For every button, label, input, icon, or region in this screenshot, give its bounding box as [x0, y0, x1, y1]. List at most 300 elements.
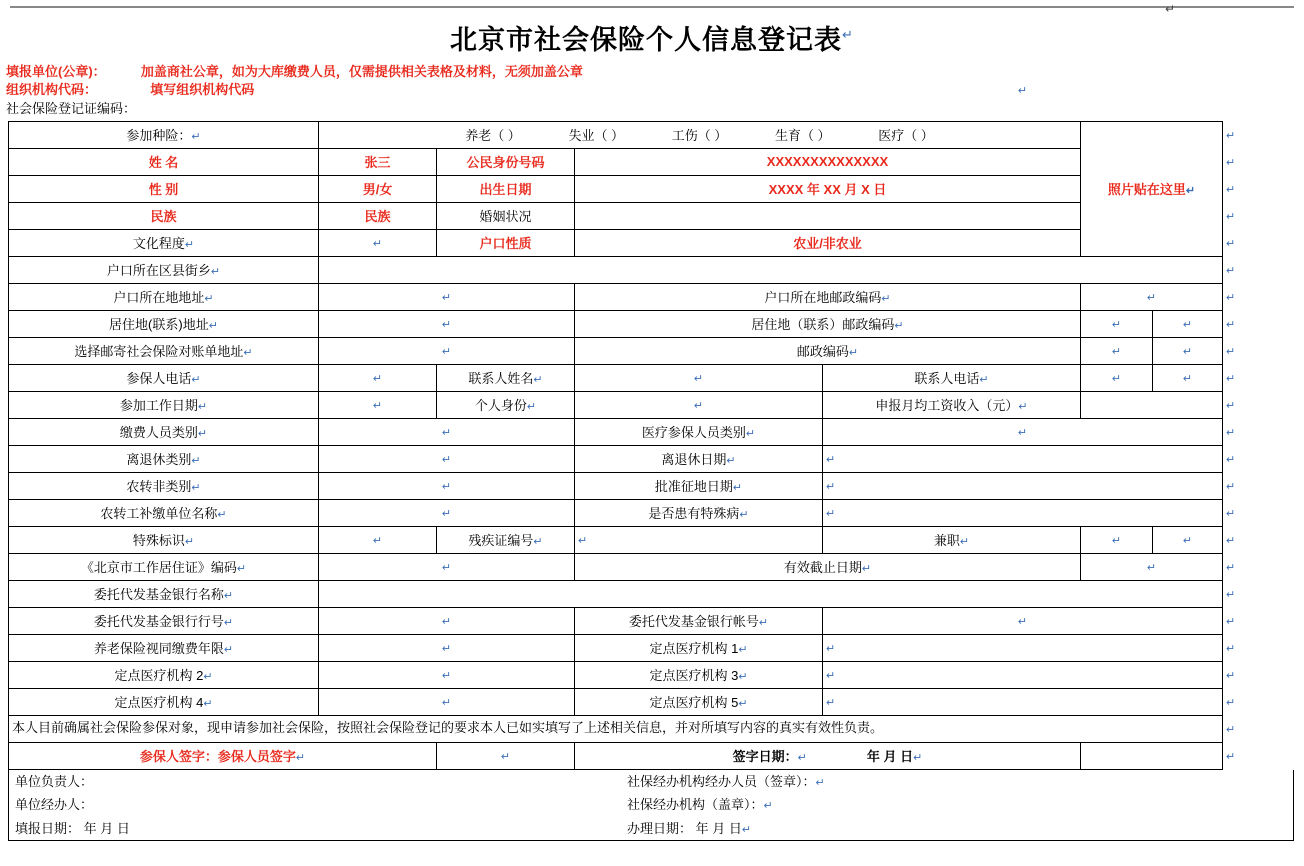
- paragraph-mark: ↵: [1226, 562, 1236, 575]
- table-row-insurance-type: [9, 121, 1293, 148]
- option-medical[interactable]: 医疗（ ）: [878, 128, 934, 144]
- label-insurance-type-text: 参加种险：: [126, 128, 192, 144]
- paragraph-mark: ↵: [1226, 292, 1236, 305]
- value-permit-expiry[interactable]: [1081, 553, 1223, 580]
- footer-process-date-text: 办理日期： 年 月 日: [627, 820, 742, 836]
- paragraph-mark: ↵: [815, 776, 825, 789]
- value-medical-category[interactable]: [823, 418, 1223, 445]
- paragraph-mark: ↵: [197, 401, 208, 414]
- table-row-bank-code: [9, 607, 1293, 634]
- paragraph-mark: ↵: [1182, 346, 1193, 359]
- table-row-hospital-45: [9, 688, 1293, 715]
- footer-process-date: [621, 817, 1293, 841]
- footer-agency-seal: [621, 793, 1293, 817]
- label-marital-status: 婚姻状况: [437, 202, 575, 229]
- signature-date-blank[interactable]: [1081, 742, 1223, 769]
- paragraph-mark: ↵: [732, 482, 743, 495]
- label-hukou-address-text: 户口所在地地址: [113, 290, 205, 306]
- margin-mark-cell-11: [1223, 391, 1293, 418]
- paragraph-mark: ↵: [1226, 184, 1236, 197]
- paragraph-mark: ↵: [1182, 319, 1193, 332]
- label-hukou-postcode-text: 户口所在地邮政编码: [764, 290, 882, 306]
- paragraph-mark: ↵: [1226, 616, 1236, 629]
- paragraph-mark-orgcode: ↵: [1017, 85, 1028, 98]
- table-row-retirement-category: [9, 445, 1293, 472]
- label-gender: 性 别: [9, 175, 319, 202]
- label-retirement-date: [575, 445, 823, 472]
- label-contact-phone-text: 联系人电话: [914, 371, 980, 387]
- label-nation: 民族: [9, 202, 319, 229]
- label-contact-name-text: 联系人姓名: [468, 371, 534, 387]
- value-work-permit-code[interactable]: [319, 553, 575, 580]
- paragraph-mark: ↵: [741, 823, 752, 836]
- value-id-number[interactable]: XXXXXXXXXXXXXX: [575, 148, 1081, 175]
- paragraph-mark: ↵: [1226, 400, 1236, 413]
- paragraph-mark: ↵: [372, 238, 383, 251]
- value-residence-postcode[interactable]: [1081, 310, 1153, 337]
- label-payment-category-text: 缴费人员类别: [119, 425, 198, 441]
- paragraph-mark: ↵: [441, 346, 452, 359]
- option-injury[interactable]: 工伤（ ）: [671, 128, 728, 144]
- paragraph-mark: ↵: [1146, 292, 1157, 305]
- header-line-regcode: [6, 100, 1304, 118]
- margin-mark-cell-7: [1223, 283, 1293, 310]
- label-education-text: 文化程度: [132, 236, 185, 252]
- label-bank-name-text: 委托代发基金银行名称: [93, 587, 224, 603]
- header-value-unit: 加盖商社公章，如为大库缴费人员，仅需提供相关表格及材料，无须加盖公章: [140, 64, 583, 79]
- value-special-mark[interactable]: [319, 526, 437, 553]
- paragraph-mark: ↵: [1226, 454, 1236, 467]
- label-hospital-5-text: 定点医疗机构 5: [649, 695, 739, 711]
- value-residence-address[interactable]: [319, 310, 575, 337]
- label-permit-expiry-text: 有效截止日期: [783, 560, 862, 576]
- paragraph-mark: ↵: [1226, 211, 1236, 224]
- paragraph-mark: ↵: [1226, 751, 1236, 764]
- footer-row-3: [9, 817, 1293, 841]
- paragraph-mark: ↵: [1185, 185, 1196, 198]
- label-insured-phone-text: 参保人电话: [126, 371, 192, 387]
- value-marital-status[interactable]: [575, 202, 1081, 229]
- value-work-start-date[interactable]: [319, 391, 437, 418]
- margin-mark-cell-17: [1223, 553, 1293, 580]
- label-retirement-category: [9, 445, 319, 472]
- paragraph-mark: ↵: [372, 400, 383, 413]
- label-medical-category: [575, 418, 823, 445]
- option-unemployment[interactable]: 失业（ ）: [568, 128, 625, 144]
- value-mail-address[interactable]: [319, 337, 575, 364]
- label-monthly-salary-text: 申报月均工资收入（元）: [875, 398, 1019, 414]
- label-hukou-area: [9, 256, 319, 283]
- signature-value[interactable]: 参保人员签字: [217, 749, 296, 765]
- paragraph-mark-title: ↵: [842, 27, 854, 42]
- paragraph-mark: ↵: [763, 800, 773, 813]
- label-mail-postcode-text: 邮政编码: [796, 344, 849, 360]
- paragraph-mark: ↵: [1226, 508, 1236, 521]
- paragraph-mark: ↵: [726, 455, 736, 468]
- table-row-pension-years: [9, 634, 1293, 661]
- paragraph-mark: ↵: [203, 671, 213, 684]
- label-disability-cert-text: 残疾证编号: [468, 533, 534, 549]
- page-top-rule: [10, 6, 1294, 11]
- label-retirement-date-text: 离退休日期: [661, 452, 727, 468]
- table-row-rural-unit: [9, 499, 1293, 526]
- margin-mark-cell-20: [1223, 634, 1293, 661]
- value-hukou-type[interactable]: 农业/非农业: [575, 229, 1081, 256]
- margin-mark-cell-22: [1223, 688, 1293, 715]
- table-row-bank-name: [9, 580, 1293, 607]
- margin-mark-cell-4: [1223, 202, 1293, 229]
- paragraph-mark: ↵: [693, 373, 704, 386]
- footer-fill-date: 填报日期： 年 月 日: [15, 820, 130, 836]
- label-special-mark: [9, 526, 319, 553]
- paragraph-mark: ↵: [441, 319, 452, 332]
- label-disability-cert: [437, 526, 575, 553]
- label-monthly-salary: [823, 391, 1081, 418]
- paragraph-mark: ↵: [184, 536, 195, 549]
- margin-mark-cell-12: [1223, 418, 1293, 445]
- label-hospital-3: [575, 661, 823, 688]
- label-residence-postcode-text: 居住地（联系）邮政编码: [751, 317, 895, 333]
- label-hospital-2: [9, 661, 319, 688]
- label-insurance-type: [9, 121, 319, 148]
- value-contact-phone[interactable]: [1081, 364, 1153, 391]
- label-hukou-postcode: [575, 283, 1081, 310]
- label-hospital-4-text: 定点医疗机构 4: [114, 695, 204, 711]
- label-pension-years-text: 养老保险视同缴费年限: [93, 641, 224, 657]
- label-permit-expiry: [575, 553, 1081, 580]
- paragraph-mark: ↵: [191, 131, 201, 144]
- paragraph-mark: ↵: [1226, 643, 1236, 656]
- header-label-regcode: 社会保险登记证编码：: [6, 101, 137, 117]
- paragraph-mark: ↵: [295, 752, 306, 765]
- paragraph-mark: ↵: [797, 752, 807, 765]
- paragraph-mark: ↵: [1111, 373, 1122, 386]
- value-contact-phone-extra[interactable]: [1153, 364, 1223, 391]
- value-bank-account[interactable]: [823, 607, 1223, 634]
- footer-agency-seal-text: 社保经办机构（盖章）：: [627, 797, 764, 813]
- paragraph-mark: ↵: [208, 320, 218, 333]
- label-hospital-2-text: 定点医疗机构 2: [114, 668, 204, 684]
- label-rural-category: [9, 472, 319, 499]
- value-residence-postcode-extra[interactable]: [1153, 310, 1223, 337]
- insurance-type-options[interactable]: [319, 121, 1081, 148]
- label-education: [9, 229, 319, 256]
- table-row-hukou-area: [9, 256, 1293, 283]
- label-mail-address-text: 选择邮寄社会保险对账单地址: [74, 344, 244, 360]
- paragraph-mark: ↵: [210, 266, 221, 279]
- paragraph-mark: ↵: [745, 428, 756, 441]
- value-disability-cert[interactable]: [575, 526, 823, 553]
- label-hospital-1-text: 定点医疗机构 1: [649, 641, 739, 657]
- label-work-start-date-text: 参加工作日期: [119, 398, 198, 414]
- value-mail-postcode[interactable]: [1081, 337, 1153, 364]
- value-payment-category[interactable]: [319, 418, 575, 445]
- paragraph-mark: ↵: [1226, 427, 1236, 440]
- label-bank-account: [575, 607, 823, 634]
- paragraph-mark: ↵: [1226, 265, 1236, 278]
- paragraph-mark: ↵: [372, 373, 383, 386]
- value-personal-identity[interactable]: [575, 391, 823, 418]
- paragraph-mark: ↵: [526, 401, 537, 414]
- paragraph-mark: ↵: [959, 536, 970, 549]
- margin-mark-cell-2: [1223, 148, 1293, 175]
- value-retirement-category[interactable]: [319, 445, 575, 472]
- paragraph-mark: ↵: [1182, 373, 1193, 386]
- signature-blank[interactable]: [437, 742, 575, 769]
- header-note-block: [0, 61, 1304, 119]
- paragraph-mark: ↵: [1226, 373, 1236, 386]
- table-row-rural-category: [9, 472, 1293, 499]
- label-hospital-5: [575, 688, 823, 715]
- table-row-hukou-address: [9, 283, 1293, 310]
- paragraph-mark: ↵: [1111, 319, 1122, 332]
- value-bank-name[interactable]: [319, 580, 1223, 607]
- label-rural-unit-name: [9, 499, 319, 526]
- value-retirement-date[interactable]: [823, 445, 1223, 472]
- table-row-special-mark: [9, 526, 1293, 553]
- paragraph-mark: ↵: [826, 508, 836, 521]
- table-row-phone: [9, 364, 1293, 391]
- margin-mark-cell-8: [1223, 310, 1293, 337]
- form-footer: [8, 770, 1294, 842]
- label-residence-postcode: [575, 310, 1081, 337]
- paragraph-mark: ↵: [441, 292, 452, 305]
- label-contact-name: [437, 364, 575, 391]
- label-hospital-4: [9, 688, 319, 715]
- signature-label: 参保人签字：: [139, 749, 218, 765]
- label-hospital-3-text: 定点医疗机构 3: [649, 668, 739, 684]
- label-insured-phone: [9, 364, 319, 391]
- margin-mark-cell-1: [1223, 121, 1293, 148]
- label-special-mark-text: 特殊标识: [132, 533, 185, 549]
- value-education[interactable]: [319, 229, 437, 256]
- photo-placeholder: [1081, 121, 1223, 256]
- table-row-statement: [9, 715, 1293, 742]
- header-line-orgcode: [6, 81, 1304, 100]
- margin-mark-cell-5: [1223, 229, 1293, 256]
- paragraph-mark: ↵: [441, 616, 452, 629]
- value-hukou-area[interactable]: [319, 256, 1223, 283]
- table-row-residence-address: [9, 310, 1293, 337]
- paragraph-mark: ↵: [1018, 401, 1028, 414]
- paragraph-mark-top: ↵: [1165, 2, 1176, 16]
- table-row-payment-category: [9, 418, 1293, 445]
- paragraph-mark: ↵: [1226, 346, 1236, 359]
- paragraph-mark: ↵: [738, 644, 748, 657]
- signature-date-label-cell: [575, 742, 1081, 769]
- paragraph-mark: ↵: [500, 751, 511, 764]
- paragraph-mark: ↵: [758, 617, 769, 630]
- paragraph-mark: ↵: [204, 293, 214, 306]
- paragraph-mark: ↵: [1182, 535, 1193, 548]
- label-hukou-area-text: 户口所在区县街乡: [106, 263, 211, 279]
- margin-mark-cell-15: [1223, 499, 1293, 526]
- paragraph-mark: ↵: [1146, 562, 1157, 575]
- label-personal-identity-text: 个人身份: [474, 398, 527, 414]
- value-nation[interactable]: 民族: [319, 202, 437, 229]
- label-contact-phone: [823, 364, 1081, 391]
- value-pension-years[interactable]: [319, 634, 575, 661]
- paragraph-mark: ↵: [826, 454, 836, 467]
- paragraph-mark: ↵: [1226, 589, 1236, 602]
- margin-mark-cell-9: [1223, 337, 1293, 364]
- label-residence-address: [9, 310, 319, 337]
- label-name: 姓 名: [9, 148, 319, 175]
- value-name[interactable]: 张三: [319, 148, 437, 175]
- label-special-disease: [575, 499, 823, 526]
- paragraph-mark: ↵: [441, 562, 452, 575]
- paragraph-mark: ↵: [236, 563, 247, 576]
- paragraph-mark: ↵: [894, 320, 904, 333]
- label-parttime-text: 兼职: [933, 533, 960, 549]
- label-parttime: [823, 526, 1081, 553]
- paragraph-mark: ↵: [441, 643, 452, 656]
- value-hospital-4[interactable]: [319, 688, 575, 715]
- label-payment-category: [9, 418, 319, 445]
- value-gender[interactable]: 男/女: [319, 175, 437, 202]
- paragraph-mark: ↵: [739, 509, 749, 522]
- registration-form-table: [8, 121, 1293, 770]
- value-monthly-salary[interactable]: [1081, 391, 1223, 418]
- label-bank-code: [9, 607, 319, 634]
- header-value-orgcode: 填写组织机构代码: [150, 82, 255, 98]
- value-contact-name[interactable]: [575, 364, 823, 391]
- label-work-permit-code: [9, 553, 319, 580]
- margin-mark-cell-19: [1223, 607, 1293, 634]
- paragraph-mark: ↵: [223, 590, 234, 603]
- paragraph-mark: ↵: [1226, 238, 1236, 251]
- paragraph-mark: ↵: [203, 698, 213, 711]
- margin-mark-cell-24: [1223, 742, 1293, 769]
- margin-mark-cell-21: [1223, 661, 1293, 688]
- margin-mark-cell-10: [1223, 364, 1293, 391]
- label-id-number: 公民身份号码: [437, 148, 575, 175]
- value-hospital-3[interactable]: [823, 661, 1223, 688]
- paragraph-mark: ↵: [243, 347, 253, 360]
- table-row-work-permit: [9, 553, 1293, 580]
- value-hukou-postcode[interactable]: [1081, 283, 1223, 310]
- paragraph-mark: ↵: [217, 509, 227, 522]
- margin-mark-cell-6: [1223, 256, 1293, 283]
- label-hospital-1: [575, 634, 823, 661]
- paragraph-mark: ↵: [1017, 427, 1028, 440]
- margin-mark-cell-18: [1223, 580, 1293, 607]
- paragraph-mark: ↵: [223, 644, 234, 657]
- label-land-approval-date-text: 批准征地日期: [654, 479, 733, 495]
- value-special-disease[interactable]: [823, 499, 1223, 526]
- page-title-text: 北京市社会保险个人信息登记表: [450, 25, 843, 55]
- value-insured-phone[interactable]: [319, 364, 437, 391]
- footer-agency-handler-text: 社保经办机构经办人员（签章）：: [627, 773, 816, 789]
- paragraph-mark: ↵: [693, 400, 704, 413]
- paragraph-mark: ↵: [1111, 535, 1122, 548]
- footer-unit-operator: 单位经办人：: [15, 797, 94, 813]
- photo-placeholder-text: 照片贴在这里: [1107, 182, 1186, 198]
- label-birth-date: 出生日期: [437, 175, 575, 202]
- paragraph-mark: ↵: [1226, 670, 1236, 683]
- header-line-unit: [6, 63, 1304, 81]
- paragraph-mark: ↵: [1226, 724, 1236, 737]
- value-rural-category[interactable]: [319, 472, 575, 499]
- value-rural-unit-name[interactable]: [319, 499, 575, 526]
- header-label-unit: 填报单位(公章)：: [6, 64, 106, 79]
- paragraph-mark: ↵: [826, 670, 836, 683]
- paragraph-mark: ↵: [1226, 319, 1236, 332]
- value-hospital-5[interactable]: [823, 688, 1223, 715]
- paragraph-mark: ↵: [861, 563, 872, 576]
- value-parttime[interactable]: [1081, 526, 1153, 553]
- label-mail-address: [9, 337, 319, 364]
- paragraph-mark: ↵: [441, 697, 452, 710]
- label-medical-category-text: 医疗参保人员类别: [641, 425, 746, 441]
- paragraph-mark: ↵: [441, 670, 452, 683]
- paragraph-mark: ↵: [826, 481, 836, 494]
- margin-mark-cell-14: [1223, 472, 1293, 499]
- value-parttime-extra[interactable]: [1153, 526, 1223, 553]
- paragraph-mark: ↵: [191, 455, 201, 468]
- declaration-text: 本人目前确属社会保险参保对象，现申请参加社会保险，按照社会保险登记的要求本人已如实填写了上述相关信息，并对所填写内容的真实有效性负责。: [9, 715, 1223, 742]
- paragraph-mark: ↵: [1111, 346, 1122, 359]
- signature-date-value[interactable]: 年 月 日: [866, 749, 914, 765]
- table-row-work-date: [9, 391, 1293, 418]
- paragraph-mark: ↵: [441, 481, 452, 494]
- paragraph-mark: ↵: [578, 535, 588, 548]
- margin-mark-cell-16: [1223, 526, 1293, 553]
- option-pension[interactable]: 养老（ ）: [465, 128, 521, 144]
- paragraph-mark: ↵: [533, 374, 543, 387]
- footer-agency-handler: [621, 770, 1293, 794]
- paragraph-mark: ↵: [197, 428, 208, 441]
- value-bank-code[interactable]: [319, 607, 575, 634]
- value-land-approval-date[interactable]: [823, 472, 1223, 499]
- footer-row-1: [9, 770, 1293, 794]
- paragraph-mark: ↵: [738, 698, 748, 711]
- label-rural-category-text: 农转非类别: [126, 479, 192, 495]
- label-personal-identity: [437, 391, 575, 418]
- paragraph-mark: ↵: [372, 535, 383, 548]
- value-hukou-address[interactable]: [319, 283, 575, 310]
- label-mail-postcode: [575, 337, 1081, 364]
- value-hospital-2[interactable]: [319, 661, 575, 688]
- paragraph-mark: ↵: [826, 643, 836, 656]
- paragraph-mark: ↵: [191, 374, 201, 387]
- label-hukou-address: [9, 283, 319, 310]
- label-residence-address-text: 居住地(联系)地址: [109, 317, 209, 333]
- paragraph-mark: ↵: [1226, 157, 1236, 170]
- paragraph-mark: ↵: [881, 293, 891, 306]
- margin-mark-cell-13: [1223, 445, 1293, 472]
- header-label-orgcode: 组织机构代码：: [6, 82, 98, 98]
- value-hospital-1[interactable]: [823, 634, 1223, 661]
- paragraph-mark: ↵: [441, 427, 452, 440]
- value-mail-postcode-extra[interactable]: [1153, 337, 1223, 364]
- paragraph-mark: ↵: [1226, 130, 1236, 143]
- signature-label-cell: [9, 742, 437, 769]
- paragraph-mark: ↵: [1017, 616, 1028, 629]
- margin-mark-cell-23: [1223, 715, 1293, 742]
- paragraph-mark: ↵: [1226, 481, 1236, 494]
- option-maternity[interactable]: 生育（ ）: [774, 128, 831, 144]
- paragraph-mark: ↵: [184, 239, 195, 252]
- label-pension-years: [9, 634, 319, 661]
- table-row-signature: [9, 742, 1293, 769]
- value-birth-date[interactable]: XXXX 年 XX 月 X 日: [575, 175, 1081, 202]
- footer-unit-leader: 单位负责人：: [15, 773, 94, 789]
- label-hukou-type: 户口性质: [437, 229, 575, 256]
- paragraph-mark: ↵: [738, 671, 748, 684]
- footer-row-2: [9, 793, 1293, 817]
- label-bank-name: [9, 580, 319, 607]
